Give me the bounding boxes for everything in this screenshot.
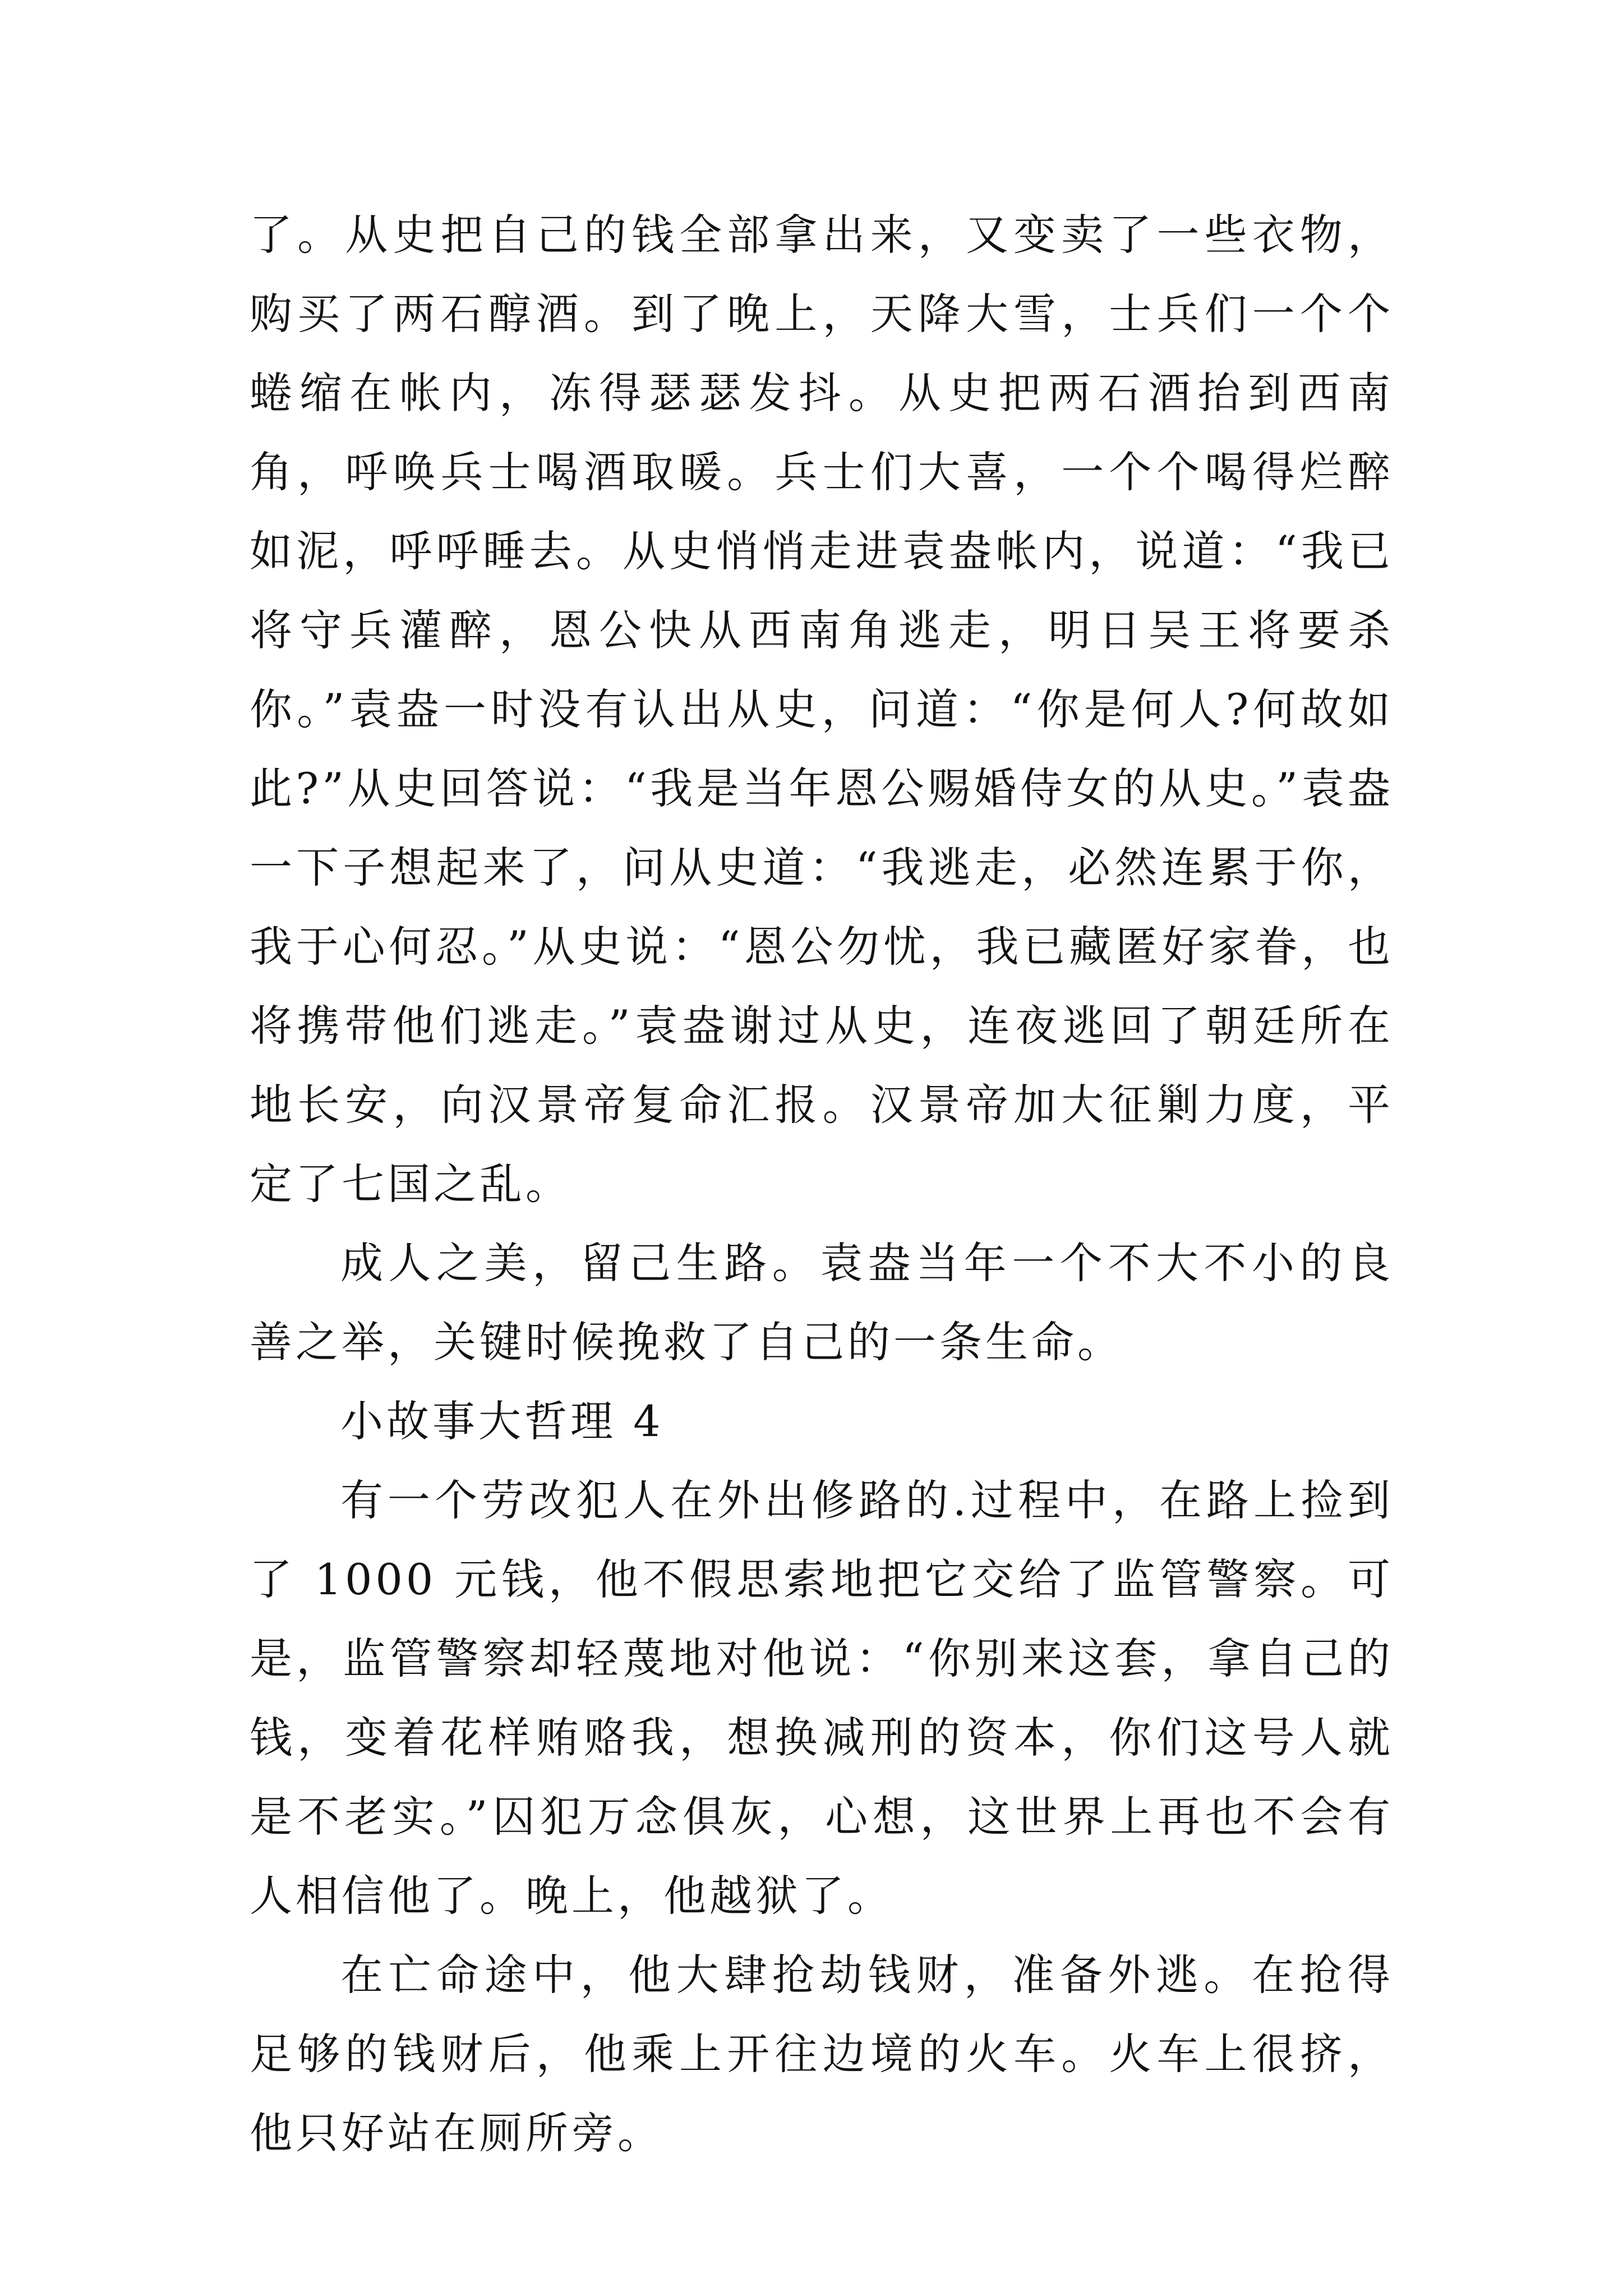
section-heading: 小故事大哲理 4 (340, 1396, 664, 1446)
document-body (250, 195, 1394, 2173)
paragraph-continuation: 了。从史把自己的钱全部拿出来，又变卖了一些衣物，购买了两石醇酒。到了晚上，天降大雪，士兵们一个个蜷缩在帐内，冻得瑟瑟发抖。从史把两石酒抬到西南角，呼唤兵士喝酒取暖。兵士们大喜，一个个喝得烂醉如泥，呼呼睡去。从史悄悄走进袁盎帐内，说道：“我已将守兵灌醉，恩公快从西南角逃走，明日吴王将要杀你。”袁盎一时没有认出从史，问道：“你是何人?何故如此?”从史回答说：“我是当年恩公赐婚侍女的从史。”袁盎一下子想起来了，问从史道：“我逃走，必然连累于你，我于心何忍。”从史说：“恩公勿忧，我已藏匿好家眷，也将携带他们逃走。”袁盎谢过从史，连夜逃回了朝廷所在地长安，向汉景帝复命汇报。汉景帝加大征剿力度，平定了七国之乱。 (250, 210, 1394, 1209)
paragraph-story-continue: 在亡命途中，他大肆抢劫钱财，准备外逃。在抢得足够的钱财后，他乘上开往边境的火车。火车上很挤，他只好站在厕所旁。 (250, 1950, 1394, 2158)
paragraph-moral: 成人之美，留己生路。袁盎当年一个不大不小的良善之举，关键时候挽救了自己的一条生命。 (250, 1238, 1394, 1367)
paragraph-story-start: 有一个劳改犯人在外出修路的.过程中，在路上捡到了 1000 元钱，他不假思索地把它交给了监管警察。可是，监管警察却轻蔑地对他说：“你别来这套，拿自己的钱，变着花样贿赂我，想换减刑的资本，你们这号人就是不老实。”囚犯万念俱灰，心想，这世界上再也不会有人相信他了。晚上，他越狱了。 (250, 1475, 1394, 1921)
